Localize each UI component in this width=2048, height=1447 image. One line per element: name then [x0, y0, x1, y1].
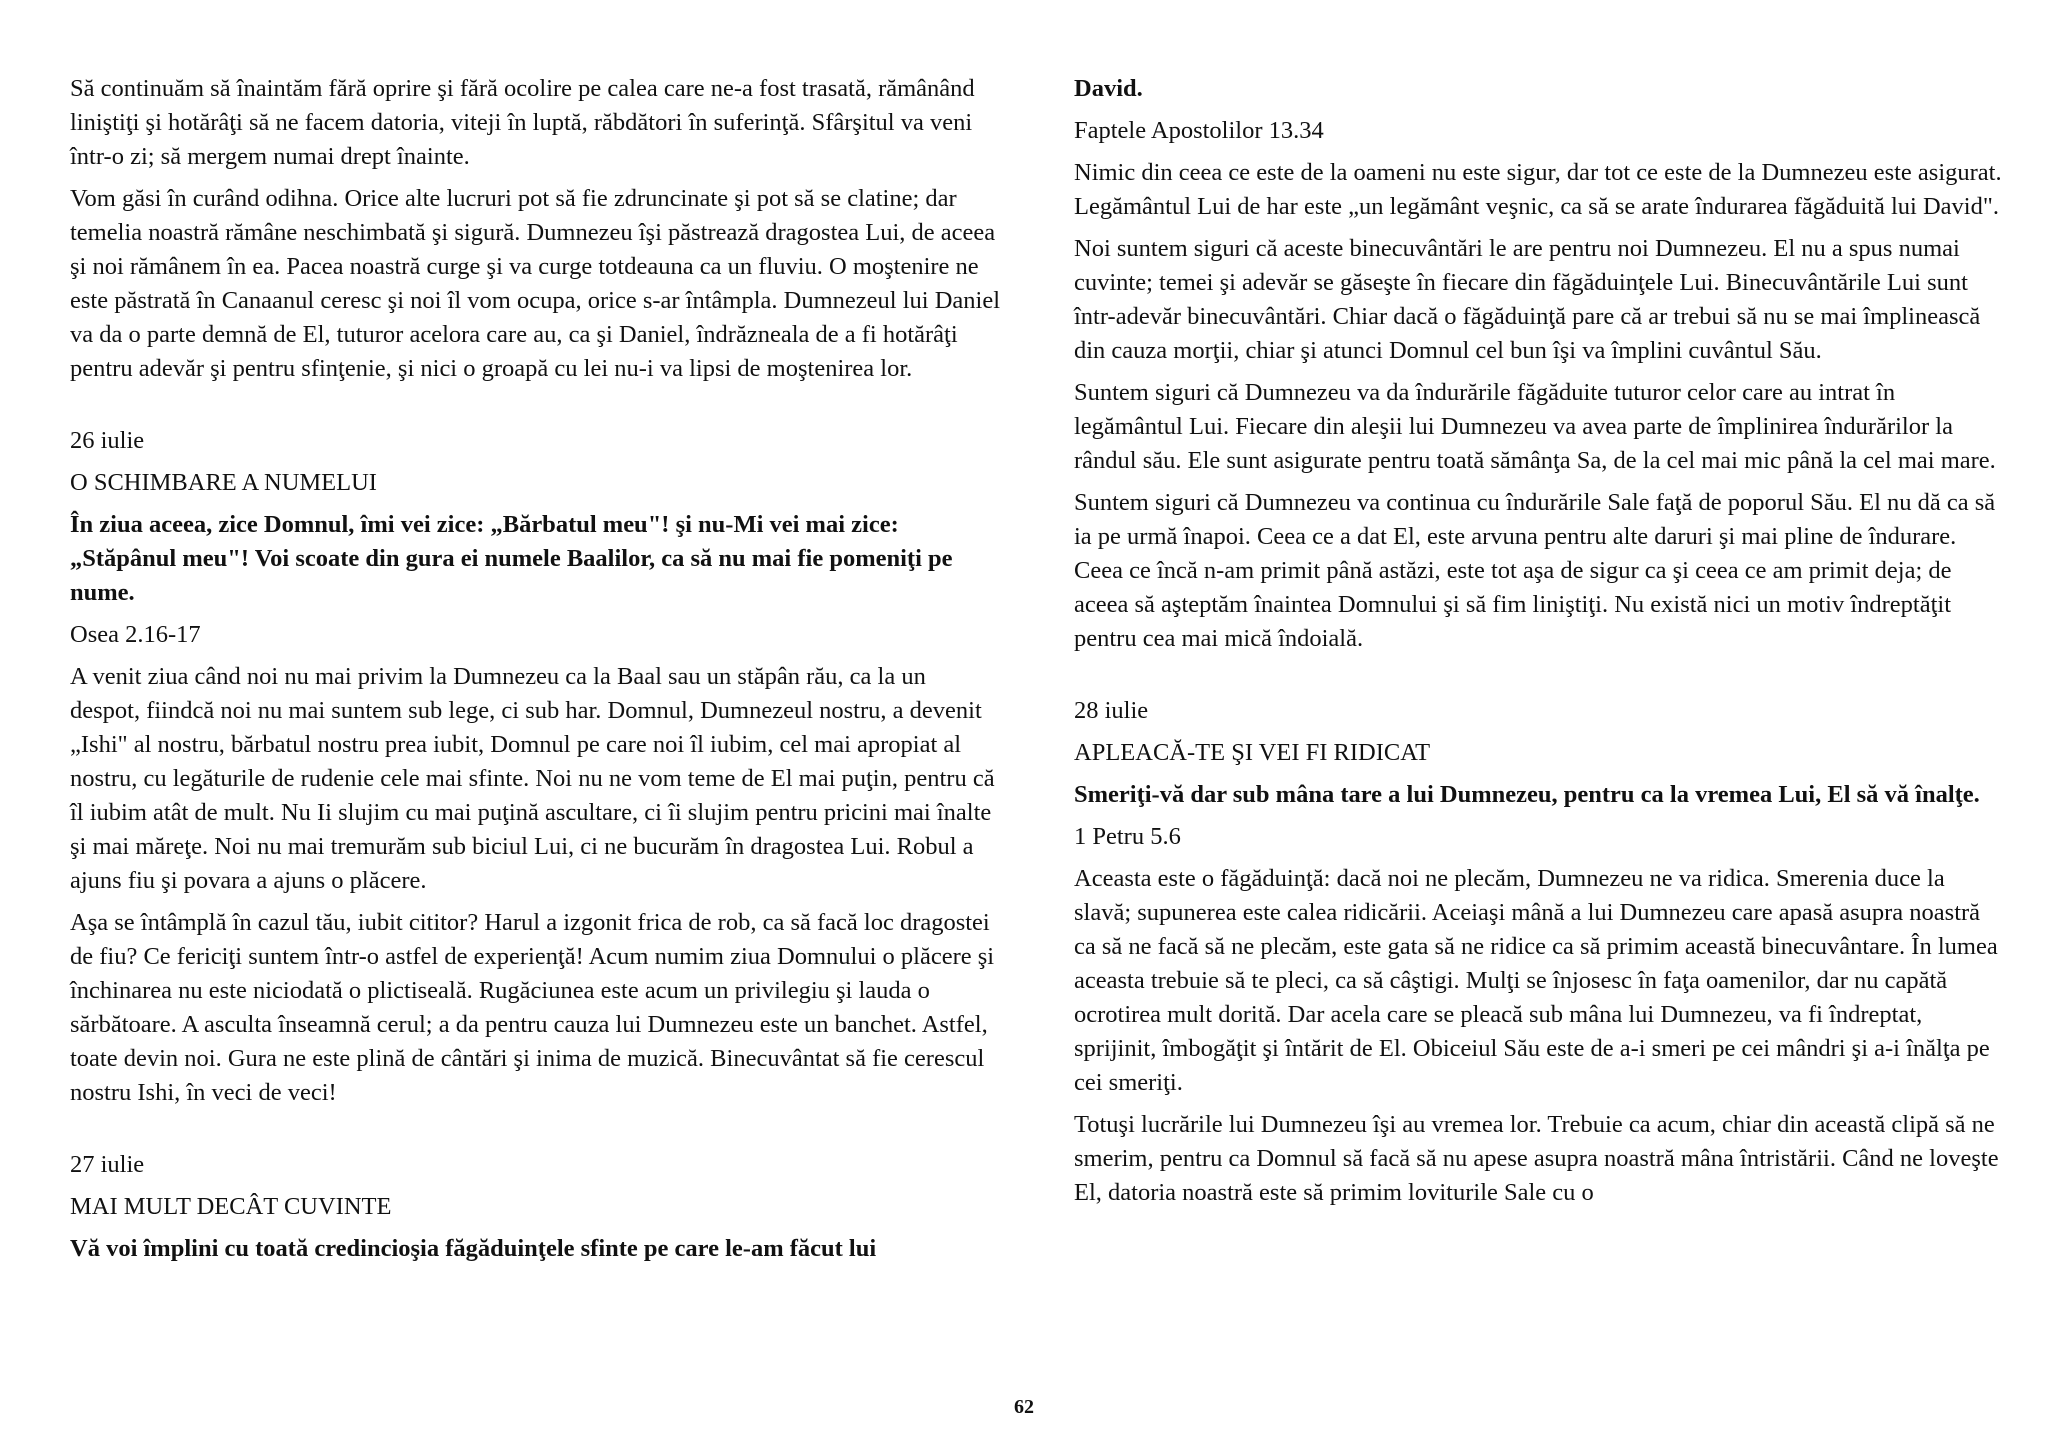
entry-paragraph-27-1: Nimic din ceea ce este de la oameni nu este sigur, dar tot ce este de la Dumnezeu este asigurat. Legământul Lui de har este „un legământ veşnic, ca să se arate îndurarea făgăduită lui David".	[1074, 159, 2002, 220]
entry-verse-28: Smeriţi-vă dar sub mâna tare a lui Dumnezeu, pentru ca la vremea Lui, El să vă înalţe.	[1074, 781, 1980, 808]
entry-date-26: 26 iulie	[70, 427, 145, 454]
entry-verse-27-start: Vă voi împlini cu toată credincioşia făgăduinţele sfinte pe care le-am făcut lui	[70, 1235, 877, 1262]
entry-paragraph-27-3: Suntem siguri că Dumnezeu va da îndurările făgăduite tuturor celor care au intrat în legământul Lui. Fiecare din aleşii lui Dumnezeu va avea parte de împlinirea îndurărilor la rândul său. Ele sunt asigurate pentru toată sămânţa Sa, de la cel mai mic până la cel mai mare.	[1074, 379, 1996, 474]
spacer	[70, 1118, 1000, 1148]
entry-reference-26: Osea 2.16-17	[70, 621, 201, 648]
entry-paragraph-27-4: Suntem siguri că Dumnezeu va continua cu îndurările Sale faţă de poporul Său. El nu dă ca să ia pe urmă înapoi. Ceea ce a dat El, este arvuna pentru alte daruri şi mai pline de îndurare. Ceea ce încă n-am primit până astăzi, este tot aşa de sigur ca şi ceea ce am primit deja; de aceea să aşteptăm înaintea Domnului şi să fim liniştiţi. Nu există nici un motiv îndreptăţit pentru cea mai mică îndoială.	[1074, 489, 1996, 652]
left-column	[70, 72, 1000, 1274]
entry-paragraph-26-1: A venit ziua când noi nu mai privim la Dumnezeu ca la Baal sau un stăpân rău, ca la un despot, fiindcă noi nu mai suntem sub lege, ci sub har. Domnul, Dumnezeul nostru, a devenit „Ishi" al nostru, bărbatul nostru prea iubit, Domnul pe care noi îl iubim, cel mai apropiat al nostru, cu legăturile de rudenie cele mai sfinte. Noi nu ne vom teme de El mai puţin, pentru că îl iubim atât de mult. Nu Ii slujim cu mai puţină ascultare, ci îi slujim pentru pricini mai înalte şi mai măreţe. Noi nu mai tremurăm sub biciul Lui, ci ne bucurăm în dragostea Lui. Robul a ajuns fiu şi povara a ajuns o plăcere.	[70, 663, 995, 894]
entry-paragraph-28-2: Totuşi lucrările lui Dumnezeu îşi au vremea lor. Trebuie ca acum, chiar din această clipă să ne smerim, pentru ca Domnul să facă să nu apese asupra noastră mâna întristării. Când ne loveşte El, datoria noastră este să primim loviturile Sale cu o	[1074, 1111, 1999, 1206]
paragraph-continuation-2: Vom găsi în curând odihna. Orice alte lucruri pot să fie zdruncinate şi pot să se clatine; dar temelia noastră rămâne neschimbată şi sigură. Dumnezeu îşi păstrează dragostea Lui, de aceea şi noi rămânem în ea. Pacea noastră curge şi va curge totdeauna ca un fluviu. O moştenire ne este păstrată în Canaanul ceresc şi noi îl vom ocupa, orice s-ar întâmpla. Dumnezeul lui Daniel va da o parte demnă de El, tuturor acelora care au, ca şi Daniel, îndrăzneala de a fi hotărâţi pentru adevăr şi pentru sfinţenie, şi nici o groapă cu lei nu-i va lipsi de moştenirea lor.	[70, 185, 1000, 382]
entry-paragraph-26-2: Aşa se întâmplă în cazul tău, iubit cititor? Harul a izgonit frica de rob, ca să facă loc dragostei de fiu? Ce fericiţi suntem într-o astfel de experienţă! Acum numim ziua Domnului o plăcere şi închinarea nu este niciodată o plictiseală. Rugăciunea este acum un privilegiu şi lauda o sărbătoare. A asculta înseamnă cerul; a da pentru cauza lui Dumnezeu este un banchet. Astfel, toate devin noi. Gura ne este plină de cântări şi inima de muzică. Binecuvântat să fie cerescul nostru Ishi, în veci de veci!	[70, 909, 995, 1106]
entry-paragraph-28-1: Aceasta este o făgăduinţă: dacă noi ne plecăm, Dumnezeu ne va ridica. Smerenia duce la slavă; supunerea este calea ridicării. Aceiaşi mână a lui Dumnezeu care apasă asupra noastră ca să ne facă să ne plecăm, este gata să ne ridice ca să primim această binecuvântare. În lumea aceasta trebuie să te pleci, ca să câştigi. Mulţi se înjosesc în faţa oamenilor, dar nu capătă ocrotirea mult dorită. Dar acela care se pleacă sub mâna lui Dumnezeu, va fi îndreptat, sprijinit, îmbogăţit şi întărit de El. Obiceiul Său este de a-i smeri pe cei mândri şi a-i înălţa pe cei smeriţi.	[1074, 865, 1998, 1096]
entry-reference-27: Faptele Apostolilor 13.34	[1074, 117, 1324, 144]
right-column	[1074, 72, 2004, 1218]
entry-date-27: 27 iulie	[70, 1151, 145, 1178]
entry-title-26: O SCHIMBARE A NUMELUI	[70, 469, 377, 496]
entry-title-27: MAI MULT DECÂT CUVINTE	[70, 1193, 392, 1220]
spacer	[70, 394, 1000, 424]
entry-verse-27-end: David.	[1074, 75, 1143, 102]
entry-date-28: 28 iulie	[1074, 697, 1149, 724]
entry-paragraph-27-2: Noi suntem siguri că aceste binecuvântări le are pentru noi Dumnezeu. El nu a spus numai cuvinte; temei şi adevăr se găseşte în fiecare din făgăduinţele Lui. Binecuvântările Lui sunt într-adevăr binecuvântări. Chiar dacă o făgăduinţă pare că ar trebui să nu se mai împlinească din cauza morţii, chiar şi atunci Domnul cel bun îşi va împlini cuvântul Său.	[1074, 235, 1981, 364]
entry-reference-28: 1 Petru 5.6	[1074, 823, 1181, 850]
entry-verse-26: În ziua aceea, zice Domnul, îmi vei zice: „Bărbatul meu"! şi nu-Mi vei mai zice: „Stăpânul meu"! Voi scoate din gura ei numele Baalilor, ca să nu mai fie pomeniţi pe nume.	[70, 511, 953, 606]
spacer	[1074, 664, 2004, 694]
entry-title-28: APLEACĂ-TE ŞI VEI FI RIDICAT	[1074, 739, 1431, 766]
page-number: 62	[1014, 1396, 1034, 1418]
paragraph-continuation-1: Să continuăm să înaintăm fără oprire şi fără ocolire pe calea care ne-a fost trasată, rămânând liniştiţi şi hotărâţi să ne facem datoria, viteji în luptă, răbdători în suferinţă. Sfârşitul va veni într-o zi; să mergem numai drept înainte.	[70, 75, 975, 170]
